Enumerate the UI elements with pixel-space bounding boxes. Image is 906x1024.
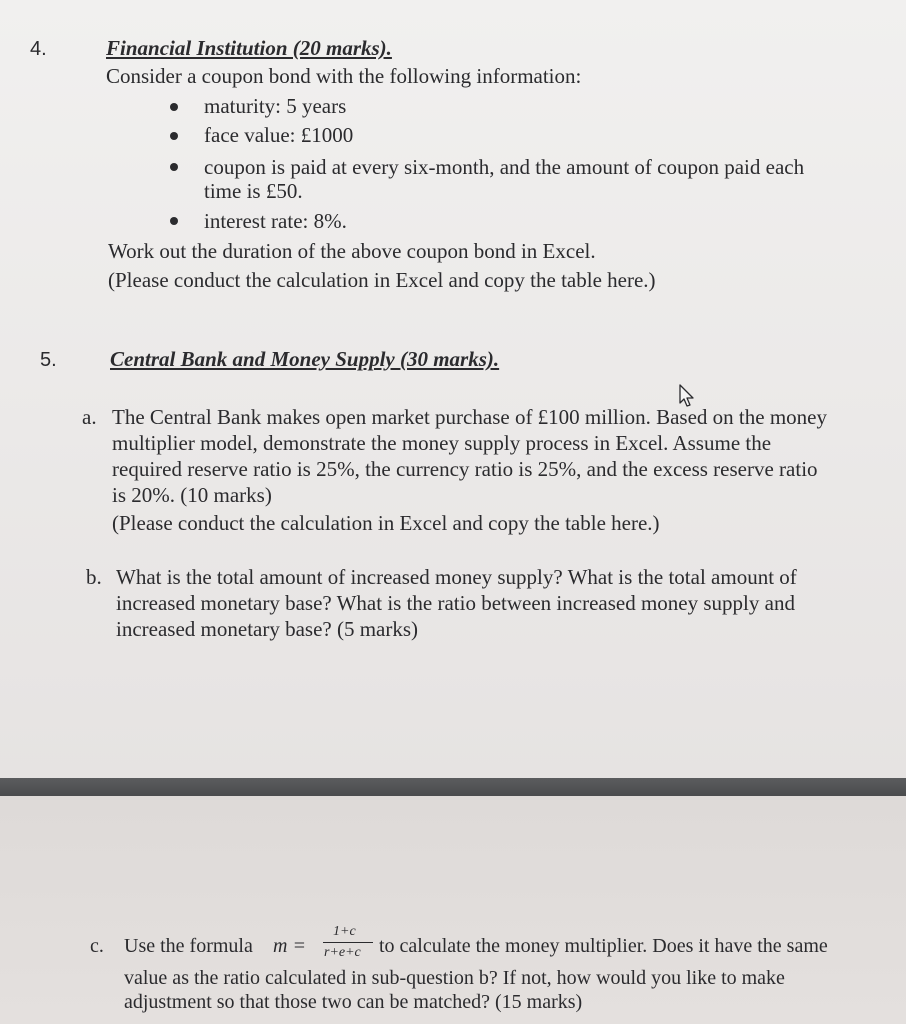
part-b-line-3: increased monetary base? (5 marks) [116, 617, 419, 641]
part-c-line-2: value as the ratio calculated in sub-question b? If not, how would you like to make [124, 967, 785, 989]
question-4-intro: Consider a coupon bond with the following information: [106, 64, 582, 88]
question-4-task: Work out the duration of the above coupon bond in Excel. [108, 239, 596, 263]
part-b-label: b. [86, 565, 102, 589]
formula-denominator: r+e+c [324, 945, 361, 960]
formula-fraction-bar [323, 942, 373, 943]
part-a-line-2: multiplier model, demonstrate the money supply process in Excel. Assume the [112, 431, 772, 455]
part-a-label: a. [82, 405, 97, 429]
part-c-label: c. [90, 935, 104, 957]
part-a-line-5: (Please conduct the calculation in Excel and copy the table here.) [112, 511, 660, 535]
question-5-number: 5. [40, 349, 57, 371]
part-a-line-1: The Central Bank makes open market purchase of £100 million. Based on the money [112, 405, 827, 429]
formula-numerator: 1+c [333, 924, 356, 939]
bullet-maturity: maturity: 5 years [204, 94, 347, 118]
part-c-intro: Use the formula [124, 935, 253, 957]
bullet-icon [170, 103, 178, 111]
screen-divider-bar [0, 778, 906, 796]
part-c-line-1: to calculate the money multiplier. Does it have the same [379, 935, 828, 957]
bullet-face-value: face value: £1000 [204, 123, 354, 147]
bullet-icon [170, 132, 178, 140]
question-4-instruction: (Please conduct the calculation in Excel and copy the table here.) [108, 268, 656, 292]
question-5-title: Central Bank and Money Supply (30 marks). [110, 347, 500, 371]
part-b-line-1: What is the total amount of increased money supply? What is the total amount of [116, 565, 797, 589]
part-a-line-4: is 20%. (10 marks) [112, 483, 272, 507]
question-4-title: Financial Institution (20 marks). [106, 36, 392, 60]
bullet-icon [170, 163, 178, 171]
bullet-coupon: coupon is paid at every six-month, and the amount of coupon paid each [204, 155, 805, 179]
part-a-line-3: required reserve ratio is 25%, the currency ratio is 25%, and the excess reserve ratio [112, 457, 818, 481]
bullet-coupon-continued: time is £50. [204, 179, 303, 203]
part-c-line-3: adjustment so that those two can be matched? (15 marks) [124, 991, 583, 1013]
question-4-number: 4. [30, 38, 47, 60]
part-b-line-2: increased monetary base? What is the ratio between increased money supply and [116, 591, 795, 615]
bullet-icon [170, 217, 178, 225]
bullet-interest-rate: interest rate: 8%. [204, 209, 347, 233]
formula-lhs: m = [273, 935, 306, 957]
